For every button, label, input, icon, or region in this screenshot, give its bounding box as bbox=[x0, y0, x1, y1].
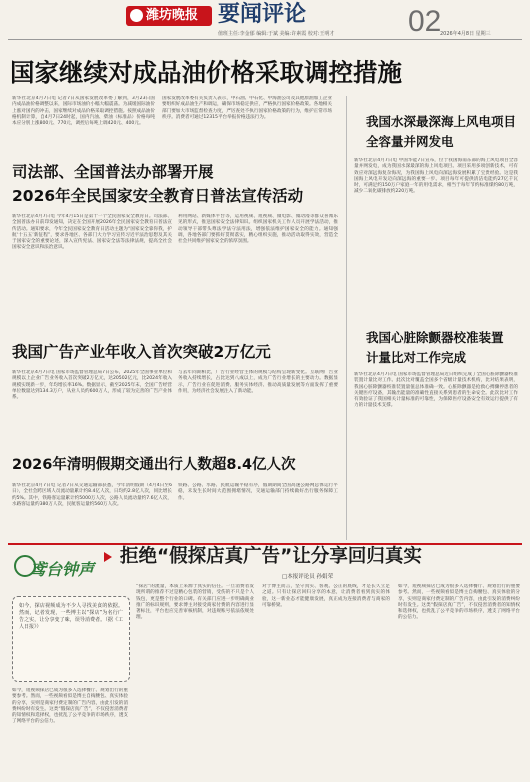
device-headline-line1: 我国心脏除颤器校准装置 bbox=[366, 330, 504, 345]
ad-body-col1 bbox=[12, 370, 172, 448]
masthead bbox=[0, 0, 530, 40]
commentary-body-2: “探店”的流量，本质上来源于真实的信任。一旦消费者发现所谓的推荐不过是精心包装的营销，受伤的不只是个人钱包，更是整个行业的口碑。有关部门应进一步明确商业推广的标识规则，要求博主对接受商家付费的内容进行显著标注，平台也应完善审核机制，对违规账号依法依规处理。 bbox=[136, 584, 254, 621]
lead-headline: 国家继续对成品油价格采取调控措施 bbox=[10, 58, 402, 87]
law-body-col1 bbox=[12, 214, 172, 310]
law-headline-line1: 司法部、全国普法办部署开展 bbox=[12, 163, 214, 181]
paper-logo bbox=[126, 6, 212, 26]
commentary-body-col1 bbox=[12, 688, 128, 774]
commentary-headline: 拒绝“假探店真广告”让分享回归真实 bbox=[120, 546, 422, 567]
tip-text: 如今，探店视频成为不少人寻找美食的依据。然而，记者发现，一些博主以“探店”为名行广告之实，让分享变了味，误导消费者。（据《工人日报》） bbox=[19, 603, 123, 630]
holiday-body-col2 bbox=[178, 483, 338, 535]
commentary-body-4: 如今，短视频探店已成为很多人选择餐厅、规划出行的重要参考。然而，一些视频看似是博主自掏腰包、真实体验的分享，实则是商家付费定制的广告内容，由此引发的消费纠纷时有发生。这类“假探店真广告”，不仅侵害消费者的知情权和选择权，也扰乱了公平竞争的市场秩序，透支了网络平台的公信力。 bbox=[398, 584, 520, 621]
commentary-body-col3 bbox=[262, 584, 390, 774]
holiday-body-2: 铁路、公路、水路、民航运输平稳有序，假期期间全国高速公路网总体运行平稳，未发生长时间大范围拥堵情况，交通运输部门持续做好出行服务保障工作。 bbox=[178, 483, 338, 501]
ad-body-2: 与去年同期相比，广告行业经营主体的规模与结构呈现新变化。互联网广告业务收入持续增长，占比达到八成以上，成为广告行业增长的主要动力。数据显示，广告行业在促进消费、服务实体经济、推动高质量发展等方面发挥了重要作用，为经济社会发展注入了新动能。 bbox=[178, 370, 338, 394]
commentary-body: 如今，短视频探店已成为很多人选择餐厅、规划出行的重要参考。然而，一些视频看似是博主自掏腰包、真实体验的分享，实则是商家付费定制的广告内容，由此引发的消费纠纷时有发生。这类“假探店真广告”，不仅侵害消费者的知情权和选择权，也扰乱了公平竞争的市场秩序，透支了网络平台的公信力。 bbox=[12, 688, 128, 725]
commentary-divider-top bbox=[8, 543, 522, 545]
lead-body-col1 bbox=[12, 96, 155, 164]
lead-body-2: 国家发展改革委有关负责人表示，中石油、中石化、中海油公司及其他原油加工企业要组织好成品油生产和调运，确保市场稳定供应，严格执行国家价格政策。各地相关部门要加大市场监督检查力度，严厉查处不执行国家价格政策的行为，维护正常市场秩序。消费者可通过12315平台举报价格违法行为。 bbox=[162, 96, 332, 120]
wind-body-box bbox=[354, 158, 518, 298]
column-name: 鸢台钟声 bbox=[30, 560, 95, 579]
column-divider bbox=[346, 96, 347, 540]
holiday-body: 新华社北京4月7日电 记者7日从交通运输部获悉，今年清明假期（4月4日至6日），全社会跨区域人员流动量累计约8.4亿人次，日均约2.8亿人次，同比增长约5%。其中，铁路客运量累计约5000万人次，公路人员流动量约7.6亿人次，水路客运量约380万人次，民航客运量约560万人次。 bbox=[12, 483, 172, 507]
logo-icon bbox=[130, 9, 143, 22]
law-body: 新华社北京4月7日电 今年4月15日是第十一个全民国家安全教育日。司法部、全国普法办日前印发通知，决定在全国开展2026年全民国家安全教育日普法宣传活动。通知要求，今年全民国家安全教育日活动主题为“国家安全靠你我，护航‘十五五’新征程”，要求各地区、各部门大力学习宣传习近平法治思想及其关于国家安全的重要论述，深入宣传宪法、国家安全法等法律法规，提高全社会国家安全意识和法治意识。 bbox=[12, 214, 172, 251]
wind-headline-line2: 全容量并网发电 bbox=[366, 134, 454, 149]
wind-headline-line1: 我国水深最深海上风电项目 bbox=[366, 114, 517, 129]
wind-body: 新华社北京4月7日电 中国华能7日宣布，位于我国海南东部的海上风电项目全容量并网发电，成为我国水深最深的海上风电项目。项目采用多项创新技术，可有效应对深远海复杂海况，为我国海上风电向深远海发展积累了宝贵经验。这是我国海上风电开发迈向深远海的重要一步。项目每年可提供清洁电能约27亿千瓦时，可满足约150万户家庭一年的用电需求，相当于每年节约标准煤约80万吨，减少二氧化碳排放约220万吨。 bbox=[354, 158, 518, 195]
date-line: 2026年4月8日 星期三 bbox=[440, 31, 491, 37]
device-headline-line2: 计量比对工作完成 bbox=[366, 350, 467, 365]
masthead-rule bbox=[8, 39, 522, 40]
page-number: 02 bbox=[408, 5, 442, 38]
section-title: 要闻评论 bbox=[218, 2, 307, 27]
law-body-col2 bbox=[178, 214, 338, 310]
device-body-box bbox=[354, 372, 518, 540]
law-body-2: 利用网站、新媒体平台等，运用视频、短视频、微电影、微动漫等群众喜闻乐见的形式，推送国家安全法律知识。组织国家机关工作人员开展学法活动，推动领导干部带头尊法学法守法用法，增强依法维护国家安全的能力。通知强调，各地各部门要抓好贯彻落实，精心组织实施，推动活动取得实效，营造全社会共同维护国家安全的浓厚氛围。 bbox=[178, 214, 338, 245]
tip-box bbox=[12, 596, 130, 682]
ad-body: 新华社北京4月7日电 国家市场监督管理总局7日公布，2025年全国事业单位和规模以上企业广告业务收入首次突破2万亿元，达20502亿元，比2024年收入规模实现新一步，年均增长率16%。数据显示，截至2025年末，全国广告经营单位数量达到134.3万户，从业人员约600万人，形成了较为完善的广告产业体系。 bbox=[12, 370, 172, 401]
commentary-body-col2 bbox=[136, 584, 254, 774]
ad-headline: 我国广告产业年收入首次突破2万亿元 bbox=[12, 343, 271, 361]
holiday-headline: 2026年清明假期交通出行人数超8.4亿人次 bbox=[12, 457, 296, 473]
lead-body: 新华社北京4月7日电 记者7日从国家发展改革委了解到，3月23日国内成品油价格调整以来，国际市场油价小幅大幅震荡。为减缓国际油价上涨对国内的冲击，国家继续对成品价格采取调控措施。按照成品油价格机制计算，自4月7日24时起，国内汽油、柴油（标准品）价格每吨本应分别上涨800元、770元，调控后每吨上调420元、400元。 bbox=[12, 96, 155, 127]
commentary-body-col4 bbox=[398, 584, 520, 774]
red-triangle-icon bbox=[104, 552, 112, 562]
ad-body-col2 bbox=[178, 370, 338, 448]
holiday-body-col1 bbox=[12, 483, 172, 535]
commentary-body-3: 对于博主而言，坚守真实、客观、公正的底线，才是长久立足之道。只有让探店回归分享的本意，让消费者看到真实的体验，这一新业态才能健康发展，真正成为连接消费者与商家的可靠桥梁。 bbox=[262, 584, 390, 608]
commentary-author: □本报评论员 孙娟荣 bbox=[282, 574, 333, 580]
device-body: 新华社北京4月7日电 国家市场监督管理总局近日组织完成了全国心脏除颤器校准装置计量比对工作。此次比对覆盖全国多个省级计量技术机构，比对结果表明，我国心脏除颤器校准装置量值总体准确一致。心脏除颤器是抢救心搏骤停患者的关键医疗设备，其输出能量的准确性直接关系到患者的生命安全。此次比对工作有效验证了我国相关计量标准的可靠性，为保障医疗设备安全有效运行提供了有力的计量技术支撑。 bbox=[354, 372, 518, 409]
lead-body-col2 bbox=[162, 96, 332, 164]
law-headline-line2: 2026年全民国家安全教育日普法宣传活动 bbox=[12, 187, 304, 205]
editor-line: 值班主任:李金郁 编辑:于斌 美编:许素霞 校对:王明才 bbox=[218, 31, 335, 37]
paper-name: 潍坊晚报 bbox=[146, 8, 199, 23]
